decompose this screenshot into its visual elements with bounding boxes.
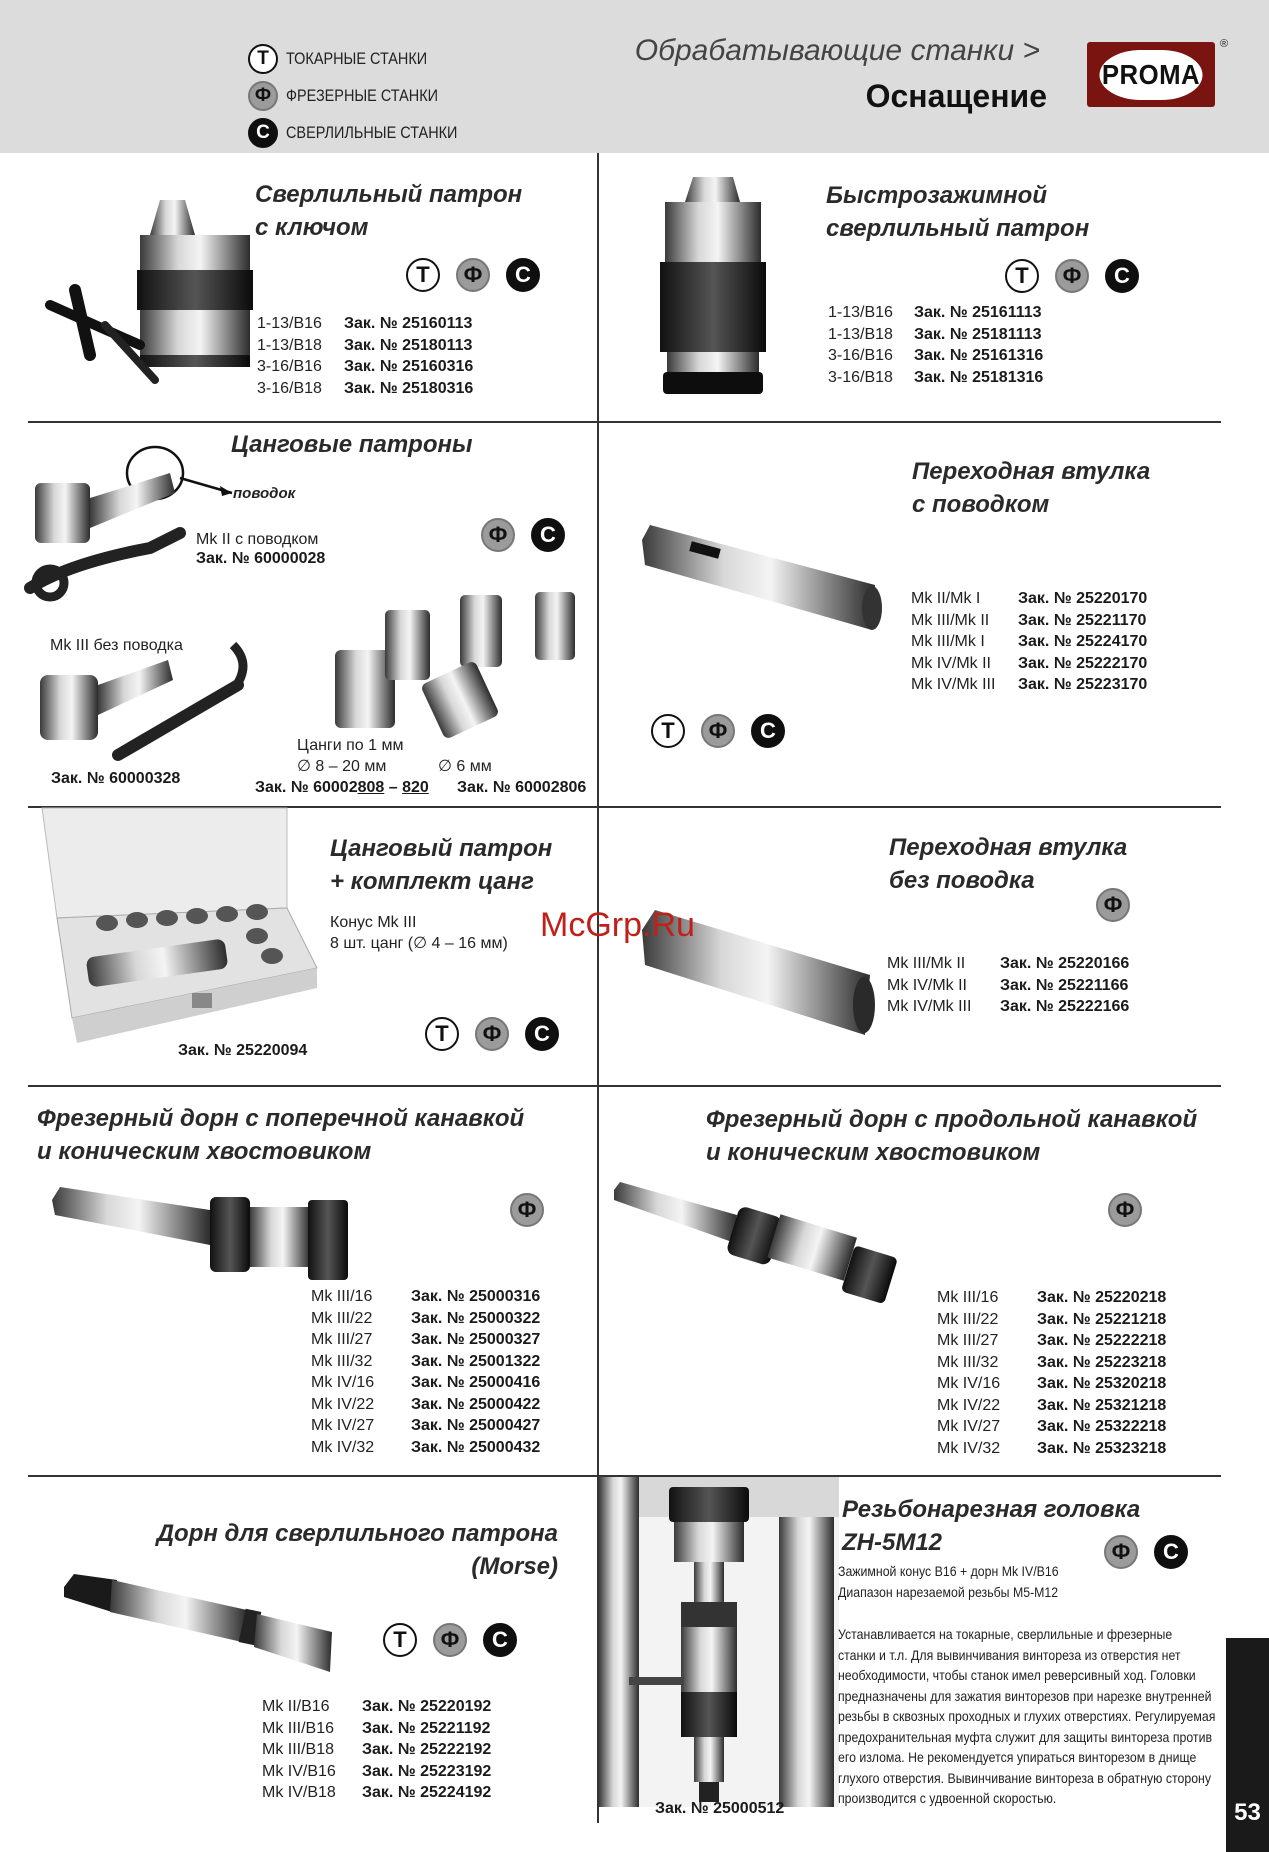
table-row	[828, 324, 1043, 346]
title-line: Дорн для сверлильного патрона	[156, 1520, 558, 1547]
model-cell: Mk IV/32	[937, 1439, 1001, 1457]
model-cell: Mk IV/B18	[262, 1784, 336, 1801]
title-line: Быстрозажимной	[826, 182, 1047, 209]
order-cell: Зак. № 25221192	[362, 1719, 491, 1737]
order-cell: Зак. № 25161316	[914, 347, 1044, 364]
table-row	[828, 302, 1043, 324]
order-dash: –	[384, 779, 403, 796]
order-cell: Зак. № 25223170	[1018, 676, 1148, 693]
table-row	[887, 953, 1129, 975]
table-row	[911, 631, 1147, 653]
drilling-icon: С	[751, 714, 785, 748]
table-row	[257, 335, 473, 357]
model-cell: 3-16/B16	[828, 347, 893, 364]
description-line: предназначены для зажатия винторезов при нарезке внутренней	[838, 1687, 1212, 1704]
title-line: Сверлильный патрон	[255, 181, 523, 208]
product-title	[330, 832, 552, 898]
table-row	[262, 1718, 491, 1740]
table-row	[828, 345, 1043, 367]
machine-legend	[248, 40, 488, 151]
table-row	[937, 1309, 1166, 1331]
machine-badges	[1096, 888, 1130, 922]
model-cell: Mk III/27	[937, 1332, 999, 1349]
order-cell: Зак. № 25000432	[411, 1438, 541, 1456]
product-title: Цанговые патроны	[231, 431, 473, 458]
model-cell: Mk III/Mk II	[887, 955, 966, 972]
order-cell: Зак. № 25223218	[1037, 1353, 1167, 1371]
machine-badges	[510, 1193, 544, 1227]
legend-label: СВЕРЛИЛЬНЫЕ СТАНКИ	[286, 122, 458, 142]
table-row	[887, 975, 1129, 997]
description-line: Устанавливается на токарные, сверлильные и фрезерные	[838, 1626, 1173, 1642]
mk3-order: Зак. № 60000328	[51, 770, 181, 787]
machine-badges	[383, 1623, 517, 1657]
order-cell: Зак. № 25181113	[914, 325, 1042, 343]
page-number: 53	[1234, 1799, 1261, 1826]
spec-line: Зажимной конус B16 + дорн Mk IV/B16	[838, 1563, 1059, 1579]
table-row	[257, 313, 473, 335]
table-row	[828, 367, 1043, 389]
drilling-icon: С	[1154, 1535, 1188, 1569]
product-title	[842, 1493, 1140, 1559]
machine-badges	[1108, 1193, 1142, 1227]
order-cell: Зак. № 25322218	[1037, 1418, 1167, 1435]
drilling-icon: С	[1105, 259, 1139, 293]
order-cell: Зак. № 25223192	[362, 1762, 492, 1780]
order-cell: Зак. № 25001322	[411, 1352, 541, 1370]
order-cell: Зак. № 25321218	[1037, 1396, 1167, 1414]
table-row	[937, 1416, 1166, 1438]
table-row	[911, 653, 1147, 675]
title-line: Переходная втулка	[889, 834, 1128, 861]
row-divider	[28, 1085, 1221, 1087]
title-line: Фрезерный дорн с продольной канавкой	[706, 1106, 1198, 1133]
order-cell: Зак. № 25221170	[1018, 611, 1147, 629]
table-row	[257, 378, 473, 400]
lathe-icon: T	[651, 714, 685, 748]
collets-image	[330, 590, 580, 740]
model-cell: Mk IV/Mk II	[911, 654, 991, 672]
title-line: + комплект цанг	[330, 868, 534, 895]
model-cell: Mk III/22	[311, 1309, 373, 1327]
machine-badges	[1005, 259, 1139, 293]
model-cell: Mk IV/27	[311, 1417, 375, 1434]
table-row	[262, 1782, 491, 1804]
order-number: Зак. № 25000512	[655, 1800, 785, 1817]
product-title	[889, 831, 1127, 897]
product-title	[912, 455, 1150, 521]
order-from: 808	[357, 779, 385, 796]
mk2-label: Mk II с поводком	[196, 531, 319, 548]
machine-badges	[481, 518, 565, 552]
order-cell: Зак. № 25181316	[914, 368, 1044, 386]
product-title	[255, 178, 522, 244]
order-cell: Зак. № 25320218	[1037, 1375, 1167, 1392]
table-row	[937, 1395, 1166, 1417]
product-title	[706, 1103, 1197, 1169]
description-line: производится с удвоенной скоростью.	[838, 1790, 1057, 1806]
brand-logo	[1087, 42, 1215, 107]
order-prefix: Зак. № 60002	[255, 779, 358, 796]
title-line: Фрезерный дорн с поперечной канавкой	[37, 1105, 525, 1132]
tapping-head-specs	[838, 1561, 1059, 1602]
machine-badges	[1104, 1535, 1188, 1569]
description-line: станки и т.л. Для вывинчивания винтореза из отверстия нет	[838, 1646, 1181, 1663]
milling-icon: Ф	[1104, 1535, 1138, 1569]
order-cell: Зак. № 25000427	[411, 1417, 541, 1434]
lathe-icon: T	[383, 1623, 417, 1657]
mk3-label: Mk III без поводка	[50, 637, 183, 654]
order-cell: Зак. № 25222170	[1018, 654, 1148, 672]
model-cell: Mk II/Mk I	[911, 590, 981, 607]
table-row	[262, 1761, 491, 1783]
order-cell: Зак. № 25220170	[1018, 590, 1148, 607]
description-line: глухого отверстия. Вывинчивание винтореза в обратную сторону	[838, 1769, 1212, 1786]
table-row	[311, 1329, 540, 1351]
order-table	[828, 302, 1043, 388]
lathe-icon: T	[406, 258, 440, 292]
title-line: без поводка	[889, 867, 1035, 894]
order-cell: Зак. № 25224170	[1018, 633, 1148, 650]
order-cell: Зак. № 25180113	[344, 336, 473, 354]
order-cell: Зак. № 25220166	[1000, 955, 1130, 972]
milling-icon: Ф	[510, 1193, 544, 1227]
title-line: (Morse)	[471, 1553, 558, 1580]
model-cell: Mk IV/22	[937, 1396, 1001, 1414]
milling-icon: Ф	[475, 1017, 509, 1051]
table-row	[257, 356, 473, 378]
model-cell: Mk III/22	[937, 1310, 999, 1328]
milling-icon: Ф	[456, 258, 490, 292]
order-cell: Зак. № 25000316	[411, 1288, 541, 1305]
tang-callout: поводок	[233, 485, 296, 502]
order-cell: Зак. № 25221218	[1037, 1310, 1167, 1328]
order-cell: Зак. № 25160113	[344, 315, 473, 332]
arbor-long-groove-image	[612, 1180, 897, 1310]
model-cell: Mk IV/B16	[262, 1762, 336, 1780]
milling-icon: Ф	[481, 518, 515, 552]
model-cell: Mk III/B16	[262, 1719, 335, 1737]
collet-chuck-mk3-image	[38, 640, 253, 765]
order-cell: Зак. № 25224192	[362, 1784, 492, 1801]
model-cell: 1-13/B18	[257, 336, 322, 354]
page-header	[0, 0, 1269, 153]
order-table	[257, 313, 473, 399]
order-cell: Зак. № 25160316	[344, 358, 474, 375]
table-row	[262, 1696, 491, 1718]
table-row	[311, 1286, 540, 1308]
machine-badges	[425, 1017, 559, 1051]
model-cell: 3-16/B18	[257, 379, 322, 397]
model-cell: Mk IV/22	[311, 1395, 375, 1413]
collet-size-range: ∅ 8 – 20 мм	[297, 758, 387, 775]
milling-icon: Ф	[1096, 888, 1130, 922]
description-line: его излома. Не рекомендуется упираться винторезом в днище	[838, 1749, 1197, 1765]
legend-milling	[248, 77, 488, 114]
order-cell: Зак. № 25180316	[344, 379, 474, 397]
milling-icon: Ф	[433, 1623, 467, 1657]
description-line: резьбы в сквозных проходных и глухих отверстиях. Регулируемая	[838, 1708, 1216, 1724]
model-cell: Mk III/B18	[262, 1741, 335, 1758]
drilling-icon: С	[248, 118, 278, 148]
table-row	[311, 1415, 540, 1437]
model-cell: Mk IV/16	[311, 1374, 375, 1391]
collet-size-single: ∅ 6 мм	[438, 758, 492, 775]
table-row	[911, 674, 1147, 696]
order-cell: Зак. № 25222192	[362, 1741, 492, 1758]
legend-label: ТОКАРНЫЕ СТАНКИ	[286, 48, 428, 68]
model-cell: Mk III/16	[937, 1289, 999, 1306]
order-table	[262, 1696, 491, 1804]
table-row	[911, 588, 1147, 610]
machine-badges	[406, 258, 540, 292]
model-cell: 3-16/B16	[257, 358, 322, 375]
table-row	[937, 1330, 1166, 1352]
drill-chuck-key-image	[45, 195, 250, 395]
registered-mark: ®	[1220, 38, 1229, 50]
table-row	[311, 1308, 540, 1330]
order-cell: Зак. № 25222218	[1037, 1332, 1167, 1349]
page-title: Оснащение	[865, 78, 1047, 114]
product-title	[826, 179, 1089, 245]
table-row	[262, 1739, 491, 1761]
legend-drilling	[248, 114, 488, 151]
lathe-icon: T	[425, 1017, 459, 1051]
mk2-order: Зак. № 60000028	[196, 550, 326, 567]
model-cell: Mk II/B16	[262, 1698, 330, 1715]
title-line: Цанговый патрон	[330, 835, 553, 862]
title-line: с поводком	[912, 491, 1050, 518]
table-row	[937, 1438, 1166, 1460]
model-cell: 1-13/B16	[257, 315, 322, 332]
order-cell: Зак. № 25000327	[411, 1331, 541, 1348]
order-cell: Зак. № 25161113	[914, 304, 1042, 321]
drilling-icon: С	[525, 1017, 559, 1051]
tapping-head-description	[838, 1624, 1215, 1809]
tapping-head-image	[599, 1477, 839, 1807]
title-line: и коническим хвостовиком	[706, 1139, 1041, 1166]
milling-icon: Ф	[248, 81, 278, 111]
model-cell: 1-13/B18	[828, 325, 893, 343]
order-cell: Зак. № 25000416	[411, 1374, 541, 1391]
title-line: ZH-5M12	[842, 1529, 943, 1556]
model-cell: Mk III/Mk II	[911, 611, 990, 629]
chuck-arbor-image	[62, 1572, 337, 1682]
drilling-icon: С	[531, 518, 565, 552]
model-cell: Mk IV/16	[937, 1375, 1001, 1392]
order-table	[311, 1286, 540, 1458]
table-row	[311, 1394, 540, 1416]
order-table	[937, 1287, 1166, 1459]
milling-icon: Ф	[701, 714, 735, 748]
title-line: с ключом	[255, 214, 369, 241]
row-divider	[28, 421, 1221, 423]
order-cell: Зак. № 25221166	[1000, 976, 1129, 994]
milling-icon: Ф	[1108, 1193, 1142, 1227]
logo-text: PROMA	[1099, 50, 1202, 100]
collets-label: Цанги по 1 мм	[297, 737, 404, 754]
order-cell: Зак. № 25000422	[411, 1395, 541, 1413]
order-number: Зак. № 25220094	[178, 1042, 308, 1059]
model-cell: 1-13/B16	[828, 304, 893, 321]
order-cell: Зак. № 25220218	[1037, 1289, 1167, 1306]
milling-icon: Ф	[1055, 259, 1089, 293]
title-line: Резьбонарезная головка	[842, 1496, 1141, 1523]
title-line: и коническим хвостовиком	[37, 1138, 372, 1165]
lathe-icon: T	[248, 44, 278, 74]
table-row	[937, 1352, 1166, 1374]
order-cell: Зак. № 25000322	[411, 1309, 541, 1327]
model-cell: Mk IV/Mk II	[887, 976, 967, 994]
order-table	[887, 953, 1129, 1018]
table-row	[311, 1351, 540, 1373]
description-line: предохранительная муфта служит для защиты винтореза против	[838, 1728, 1212, 1745]
table-row	[937, 1287, 1166, 1309]
order-table	[911, 588, 1147, 696]
quick-chuck-image	[655, 172, 770, 400]
model-cell: Mk III/16	[311, 1288, 373, 1305]
title-line: сверлильный патрон	[826, 215, 1090, 242]
model-cell: Mk III/32	[937, 1353, 999, 1371]
model-cell: Mk IV/Mk III	[911, 676, 996, 693]
table-row	[887, 996, 1129, 1018]
drilling-icon: С	[483, 1623, 517, 1657]
model-cell: Mk III/27	[311, 1331, 373, 1348]
table-row	[311, 1372, 540, 1394]
table-row	[911, 610, 1147, 632]
order-cell: Зак. № 25222166	[1000, 998, 1130, 1015]
collet-count-label: 8 шт. цанг (∅ 4 – 16 мм)	[330, 935, 508, 952]
description-line: необходимости, чтобы станок имел реверсивный ход. Головки	[838, 1667, 1196, 1683]
order-cell: Зак. № 25323218	[1037, 1439, 1167, 1457]
collet-single-order: Зак. № 60002806	[457, 779, 587, 796]
cone-label: Конус Mk III	[330, 914, 417, 931]
collet-set-case-image	[42, 808, 317, 1043]
collet-chuck-mk2-image	[30, 438, 245, 608]
drilling-icon: С	[506, 258, 540, 292]
model-cell: Mk IV/27	[937, 1418, 1001, 1435]
model-cell: Mk IV/Mk III	[887, 998, 972, 1015]
spec-line: Диапазон нарезаемой резьбы M5-M12	[838, 1583, 1059, 1600]
sleeve-tang-image	[640, 520, 885, 640]
breadcrumb: Обрабатывающие станки >	[634, 34, 1040, 67]
model-cell: Mk IV/32	[311, 1438, 375, 1456]
order-to: 820	[402, 779, 429, 796]
lathe-icon: T	[1005, 259, 1039, 293]
title-line: Переходная втулка	[912, 458, 1151, 485]
order-cell: Зак. № 25220192	[362, 1698, 492, 1715]
arbor-cross-groove-image	[50, 1185, 355, 1290]
model-cell: Mk III/Mk I	[911, 633, 985, 650]
table-row	[311, 1437, 540, 1459]
machine-badges	[651, 714, 785, 748]
table-row	[937, 1373, 1166, 1395]
model-cell: Mk III/32	[311, 1352, 373, 1370]
model-cell: 3-16/B18	[828, 368, 893, 386]
product-title	[37, 1102, 524, 1168]
legend-lathe	[248, 40, 488, 77]
watermark: McGrp.Ru	[540, 906, 695, 944]
legend-label: ФРЕЗЕРНЫЕ СТАНКИ	[286, 85, 439, 105]
collet-range-order	[255, 779, 429, 797]
